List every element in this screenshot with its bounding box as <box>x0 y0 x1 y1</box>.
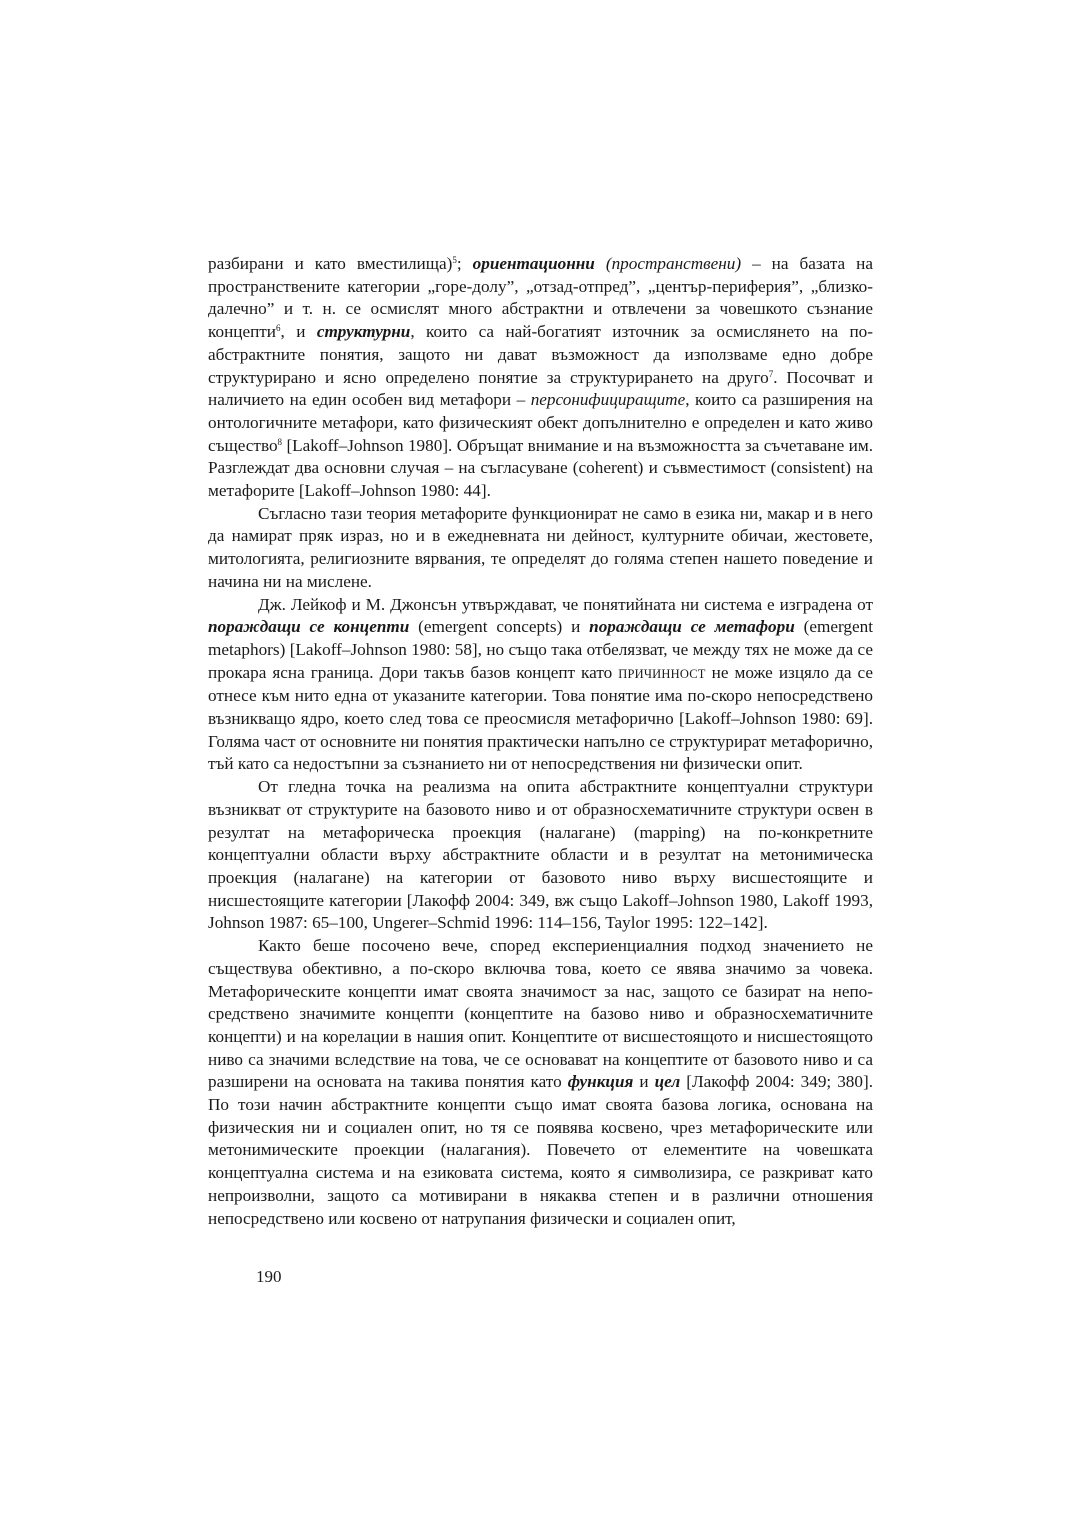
text-segment: Както беше посочено вече, според експериенциалния подход значението не съществува обективно, а по-скоро включва това, което се явява значимо за човека. Метафорическите концепти имат своята значимост за нас, защото се базират на непосредствено значимите концепти (концептите на базово ниво и образносхематичните концепти) и на корелации в нашия опит. Концептите от висшестоящото и нисшестоящото ниво са значими вследствие на това, че се основават на концептите от базовото ниво и са разширени на основата на такива понятия като <box>208 936 873 1092</box>
term-emergent-metaphors: пораждащи се метафори <box>589 617 795 637</box>
footnote-ref-8: 8 <box>277 436 283 447</box>
page-number: 190 <box>256 1267 282 1286</box>
text-segment: . Посочват и наличието на един особен вид метафори – <box>208 367 874 410</box>
term-goal: цел <box>654 1072 681 1092</box>
text-segment: , които са разширения на онтологичните метафори, като физическият обект допълнително е определен и като живо същество <box>208 390 873 455</box>
text-segment: (emergent concepts) и <box>409 617 590 637</box>
paragraph-4: От гледна точка на реализма на опита абстрактните концептуални структури възникват от структурите на базовото ниво и от образносхематичните структури освен в резултат на метафорическа проекция (налагане) (mapping) на по-конкретните концептуални области върху абстрактните области и в резултат на метонимическа проекция (налагане) на категории от базовото ниво върху висшестоящите и нисшестоящите категории [Лакофф 2004: 349, вж също Lakoff–Johnson 1980, Lakoff 1993, Johnson 1987: 65–100, Ungerer–Schmid 1996: 114–156, Taylor 1995: 122–142]. <box>208 777 873 933</box>
text-segment: – на базата на пространствените категории „горе-долу”, „отзад-отпред”, „център-периферия”, „близко-далечно” и т. н. се осмислят много абстрактни и отвлечени за човешкото съзнание концепти <box>208 254 873 342</box>
term-spatial: (пространствени) <box>605 254 742 273</box>
footnote-ref-7: 7 <box>768 368 774 379</box>
paragraph-5 <box>208 935 873 1230</box>
text-segment: и <box>633 1072 655 1092</box>
term-personifying: персонифициращите <box>530 390 686 410</box>
term-structural: структурни <box>316 322 411 342</box>
text-segment: [Лакофф 2004: 349; 380]. По този начин абстрактните концепти също имат своята базова логика, основана на физическия ни и социален опит, но тя се появява косвено, чрез метафорическите или метонимическите проекции (налагания). Повечето от елементите на човешката концептуална система и на езиковата система, която я символизира, се разкриват като непроизволни, защото са мотивирани в някаква степен и в различни отношения непосредствено или косвено от натрупания физически и социален опит, <box>208 1072 873 1228</box>
paragraph-2: Съгласно тази теория метафорите функционират не само в езика ни, макар и в него да намират пряк израз, но и в ежедневната ни дейност, културните обичаи, жестовете, митологията, религиозните вярвания, те определят до голяма степен нашето поведение и начина ни на мислене. <box>208 503 873 591</box>
body-text <box>208 253 873 1230</box>
paragraph-3 <box>208 594 873 777</box>
text-segment <box>595 254 606 273</box>
term-emergent-concepts: пораждащи се концепти <box>208 617 410 637</box>
text-segment: , които са най-богатият източник за осмислянето на по-абстрактните понятия, защото ни дават възможност да използваме едно добре структурирано и ясно определено понятие за структурирането на друго <box>208 322 873 387</box>
text-segment: [Lakoff–Johnson 1980]. Обръщат внимание и на възможността за съчетаване им. Разглеждат два основни случая – на съгласуване (coherent) и съвместимост (consistent) на метафорите [Lakoff–Johnson 1980: 44]. <box>208 435 873 501</box>
footnote-ref-6: 6 <box>276 323 281 334</box>
text-segment: (emergent metaphors) [Lakoff–Johnson 1980: 58], но също така отбелязват, че между тях не може да се прокара ясна граница. Дори такъв базов концепт като <box>208 617 873 682</box>
footnote-ref-5: 5 <box>452 255 457 265</box>
text-segment: разбирани и като вместилища) <box>208 254 453 273</box>
term-orientational: ориентационни <box>472 254 595 273</box>
term-causality: ПРИЧИННОСТ <box>618 666 706 681</box>
paragraph-1 <box>208 253 873 503</box>
text-segment: , и <box>280 322 317 342</box>
text-segment: ; <box>456 254 473 273</box>
text-segment: не може изцяло да се отнесе към нито една от указаните категории. Това понятие има по-скоро непосредствено възникващо ядро, което след това се преосмисля метафорично [Lakoff–Johnson 1980: 69]. Голяма част от основните ни понятия практически напълно се структурират метафорично, тъй като са недостъпни за съзнанието ни от непосредствения ни физически опит. <box>208 662 873 774</box>
term-function: функция <box>567 1072 634 1092</box>
text-segment: Дж. Лейкоф и М. Джонсън утвърждават, че понятийната ни система е изградена от <box>258 594 873 614</box>
